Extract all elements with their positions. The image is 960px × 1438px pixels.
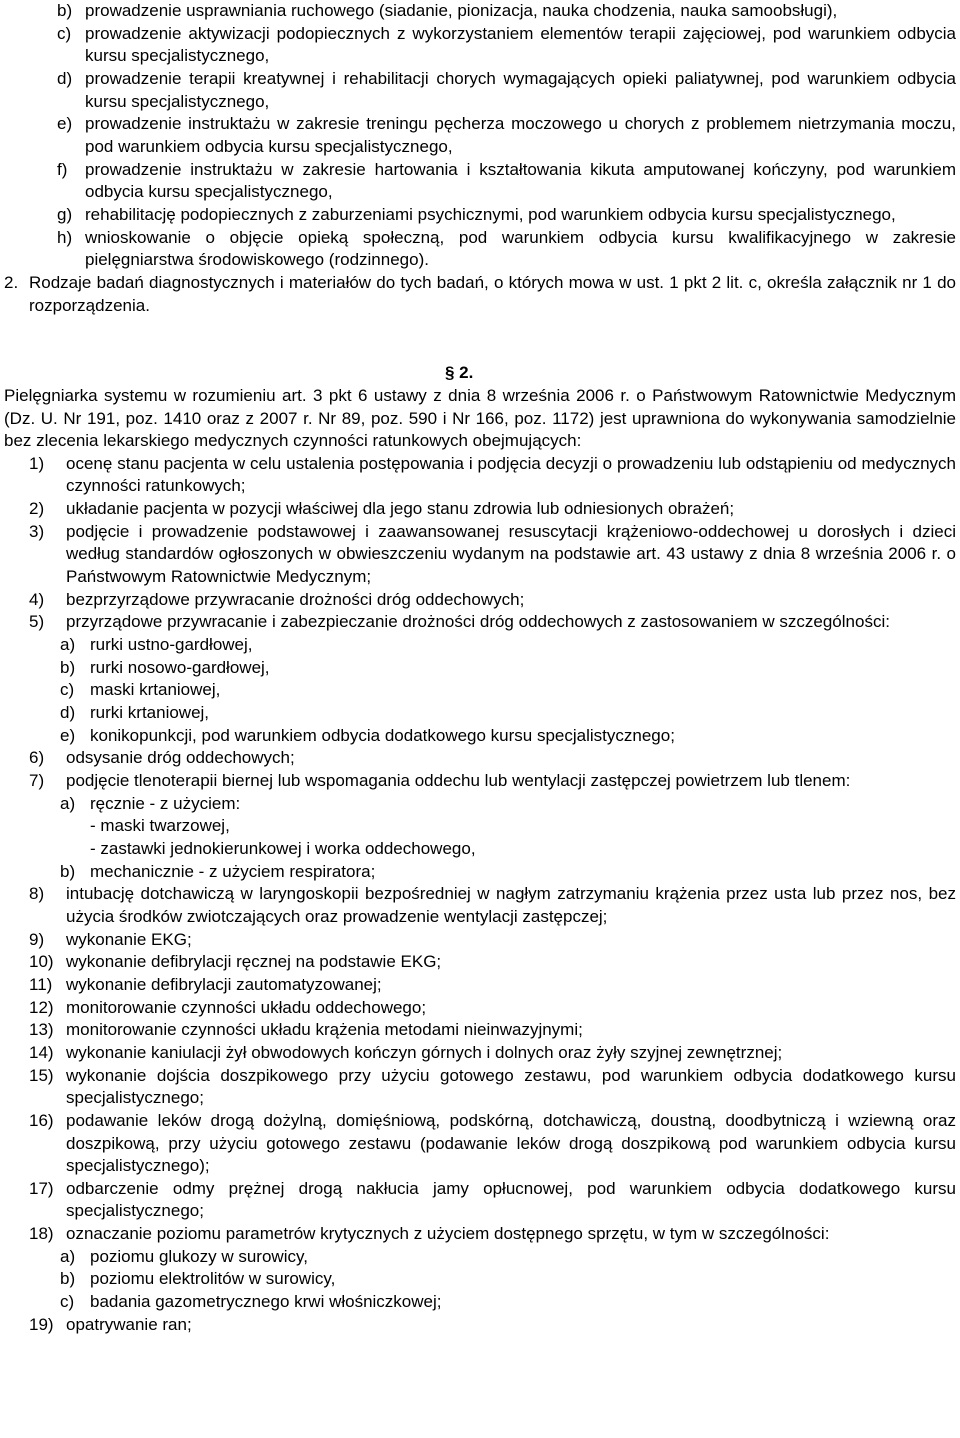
numbered-point xyxy=(4,1042,956,1065)
sub-point xyxy=(4,1268,956,1291)
numbered-point xyxy=(4,1065,956,1110)
item-text: ręcznie - z użyciem: xyxy=(90,793,241,813)
item-marker: e) xyxy=(60,725,76,745)
item-text: rurki ustno-gardłowej, xyxy=(90,635,253,655)
item-marker: b) xyxy=(60,1269,76,1289)
item-marker: g) xyxy=(57,204,73,224)
item-text: przyrządowe przywracanie i zabezpieczanie drożności dróg oddechowych z zastosowaniem w szczególności: xyxy=(66,612,890,632)
item-marker: c) xyxy=(57,23,72,43)
item-text: podjęcie i prowadzenie podstawowej i zaawansowanej resuscytacji krążeniowo-oddechowej u dorosłych i dzieci według standardów ogłoszonych w obwieszczeniu wydanym na podstawie art. 43 ustawy z dnia 8 września 2006 r. o Państwowym Ratownictwie Medycznym; xyxy=(66,521,956,587)
list-item xyxy=(4,204,956,227)
item-text: rurki nosowo-gardłowej, xyxy=(90,657,270,677)
item-text: wykonanie defibrylacji zautomatyzowanej; xyxy=(66,974,382,994)
item-marker: 12) xyxy=(29,997,54,1017)
item-marker: 18) xyxy=(29,1224,54,1244)
sub-point xyxy=(4,1291,956,1314)
numbered-point xyxy=(4,997,956,1020)
dash-item: - zastawki jednokierunkowej i worka oddechowego, xyxy=(90,838,476,858)
numbered-point xyxy=(4,1019,956,1042)
sub-point xyxy=(4,634,956,657)
numbered-point xyxy=(4,611,956,634)
numbered-point xyxy=(4,1178,956,1223)
item-text: bezprzyrządowe przywracanie drożności dróg oddechowych; xyxy=(66,589,525,609)
item-text: badania gazometrycznego krwi włośniczkowej; xyxy=(90,1292,442,1312)
item-text: poziomu elektrolitów w surowicy, xyxy=(90,1269,336,1289)
item-text: prowadzenie usprawniania ruchowego (siadanie, pionizacja, nauka chodzenia, nauka samoobsługi), xyxy=(85,1,838,20)
item-text: wnioskowanie o objęcie opieką społeczną, pod warunkiem odbycia kursu kwalifikacyjnego w zakresie pielęgniarstwa środowiskowego (rodzinnego). xyxy=(85,227,956,270)
numbered-point xyxy=(4,1314,956,1337)
item-marker: b) xyxy=(60,657,76,677)
sub-point xyxy=(4,657,956,680)
list-item xyxy=(4,0,956,23)
sub-point xyxy=(4,679,956,702)
point-text: Rodzaje badań diagnostycznych i materiałów do tych badań, o których mowa w ust. 1 pkt 2 lit. c, określa załącznik nr 1 do rozporządzenia. xyxy=(29,272,956,315)
item-text: prowadzenie aktywizacji podopiecznych z wykorzystaniem elementów terapii zajęciowej, pod warunkiem odbycia kursu specjalistycznego, xyxy=(85,23,956,66)
numbered-point xyxy=(4,974,956,997)
item-text: prowadzenie instruktażu w zakresie treningu pęcherza moczowego u chorych z problemem nietrzymania moczu, pod warunkiem odbycia kursu specjalistycznego, xyxy=(85,114,956,156)
item-marker: c) xyxy=(60,1292,75,1312)
item-marker: b) xyxy=(57,1,73,20)
item-text: rurki krtaniowej, xyxy=(90,703,210,723)
item-marker: 2) xyxy=(29,499,45,519)
list-item xyxy=(4,227,956,272)
item-marker: 7) xyxy=(29,771,45,790)
item-text: podjęcie tlenoterapii biernej lub wspomagania oddechu lub wentylacji zastępczej powietrzem lub tlenem: xyxy=(66,771,851,790)
sub-point xyxy=(4,702,956,725)
item-text: wykonanie dojścia doszpikowego przy użyciu gotowego zestawu, pod warunkiem odbycia dodatkowego kursu specjalistycznego; xyxy=(66,1065,956,1108)
item-marker: a) xyxy=(60,1246,76,1266)
item-marker: 10) xyxy=(29,952,54,972)
sub-point xyxy=(4,1246,956,1269)
item-text: prowadzenie instruktażu w zakresie hartowania i kształtowania kikuta amputowanej kończyny, pod warunkiem odbycia kursu specjalistycznego, xyxy=(85,159,956,202)
item-text: konikopunkcji, pod warunkiem odbycia dodatkowego kursu specjalistycznego; xyxy=(90,725,675,745)
item-marker: a) xyxy=(60,793,76,813)
item-marker: 11) xyxy=(29,974,53,994)
item-marker: h) xyxy=(57,227,73,247)
item-text: maski krtaniowej, xyxy=(90,680,221,700)
item-marker: 8) xyxy=(29,884,45,904)
item-text: prowadzenie terapii kreatywnej i rehabilitacji chorych wymagających opieki paliatywnej, pod warunkiem odbycia kursu specjalistycznego, xyxy=(85,68,956,111)
item-text: poziomu glukozy w surowicy, xyxy=(90,1246,308,1266)
item-marker: 6) xyxy=(29,748,45,768)
numbered-point xyxy=(4,589,956,612)
item-marker: 15) xyxy=(29,1065,54,1085)
item-text: mechanicznie - z użyciem respiratora; xyxy=(90,861,376,881)
item-marker: 16) xyxy=(29,1110,54,1130)
item-marker: e) xyxy=(57,114,73,134)
item-text: odbarczenie odmy prężnej drogą nakłucia jamy opłucnowej, pod warunkiem odbycia dodatkowego kursu specjalistycznego; xyxy=(66,1178,956,1221)
numbered-point xyxy=(4,1223,956,1246)
numbered-point xyxy=(4,951,956,974)
section-heading: § 2. xyxy=(445,363,474,383)
item-text: wykonanie EKG; xyxy=(66,929,192,949)
item-marker: 14) xyxy=(29,1042,54,1062)
numbered-point xyxy=(4,770,956,793)
sub-point xyxy=(4,861,956,884)
item-marker: 17) xyxy=(29,1178,54,1198)
item-marker: f) xyxy=(57,159,68,179)
item-marker: d) xyxy=(57,68,73,88)
item-marker: 19) xyxy=(29,1314,54,1334)
item-marker: d) xyxy=(60,703,76,723)
item-marker: 3) xyxy=(29,521,45,541)
numbered-point xyxy=(4,1110,956,1178)
numbered-point xyxy=(4,453,956,498)
sub-point xyxy=(4,793,956,816)
section-two-list xyxy=(4,453,956,1337)
item-text: rehabilitację podopiecznych z zaburzeniami psychicznymi, pod warunkiem odbycia kursu specjalistycznego, xyxy=(85,204,896,224)
item-text: wykonanie defibrylacji ręcznej na podstawie EKG; xyxy=(66,952,442,972)
list-item xyxy=(4,159,956,204)
numbered-point xyxy=(4,747,956,770)
list-item xyxy=(4,23,956,68)
item-marker: a) xyxy=(60,635,76,655)
item-marker: 13) xyxy=(29,1020,54,1040)
point-marker: 2. xyxy=(4,272,19,292)
item-marker: c) xyxy=(60,680,75,700)
item-marker: 1) xyxy=(29,453,45,473)
item-text: układanie pacjenta w pozycji właściwej dla jego stanu zdrowia lub odniesionych obrażeń; xyxy=(66,499,735,519)
point-2 xyxy=(4,272,956,317)
numbered-point xyxy=(4,929,956,952)
numbered-point xyxy=(4,883,956,928)
item-marker: 9) xyxy=(29,929,45,949)
item-text: intubację dotchawiczą w laryngoskopii bezpośredniej w nagłym zatrzymaniu krążenia przez usta lub przez nos, bez użycia środków zwiotczających oraz prowadzenie wentylacji zastępczej; xyxy=(66,884,956,926)
list-item xyxy=(4,68,956,113)
section-intro: Pielęgniarka systemu w rozumieniu art. 3 pkt 6 ustawy z dnia 8 września 2006 r. o Państwowym Ratownictwie Medycznym (Dz. U. Nr 191, poz. 1410 oraz z 2007 r. Nr 89, poz. 590 i Nr 166, poz. 1172) jest uprawniona do wykonywania samodzielnie bez zlecenia lekarskiego medycznych czynności ratunkowych obejmujących: xyxy=(4,385,956,451)
item-text: opatrywanie ran; xyxy=(66,1314,192,1334)
item-text: monitorowanie czynności układu oddechowego; xyxy=(66,997,427,1017)
item-text: oznaczanie poziomu parametrów krytycznych z użyciem dostępnego sprzętu, w tym w szczególności: xyxy=(66,1224,830,1244)
section-gap xyxy=(4,317,956,362)
section-one-list xyxy=(4,0,956,272)
sub-point xyxy=(4,725,956,748)
item-text: monitorowanie czynności układu krążenia metodami nieinwazyjnymi; xyxy=(66,1020,583,1040)
numbered-point xyxy=(4,498,956,521)
item-text: odsysanie dróg oddechowych; xyxy=(66,748,295,768)
item-text: ocenę stanu pacjenta w celu ustalenia postępowania i podjęcia decyzji o prowadzeniu lub odstąpieniu od medycznych czynności ratunkowych; xyxy=(66,453,956,496)
item-marker: 5) xyxy=(29,612,45,632)
item-text: podawanie leków drogą dożylną, domięśniową, podskórną, dotchawiczą, doustną, doodbytniczą i wziewną oraz doszpikową, przy użyciu gotowego zestawu (podawanie leków drogą doszpikową pod warunkiem odbycia kursu specjalistycznego); xyxy=(66,1110,956,1176)
item-text: wykonanie kaniulacji żył obwodowych kończyn górnych i dolnych oraz żyły szyjnej zewnętrznej; xyxy=(66,1042,783,1062)
item-marker: b) xyxy=(60,861,76,881)
dash-item: - maski twarzowej, xyxy=(90,816,230,836)
numbered-point xyxy=(4,521,956,589)
item-marker: 4) xyxy=(29,589,45,609)
list-item xyxy=(4,113,956,158)
